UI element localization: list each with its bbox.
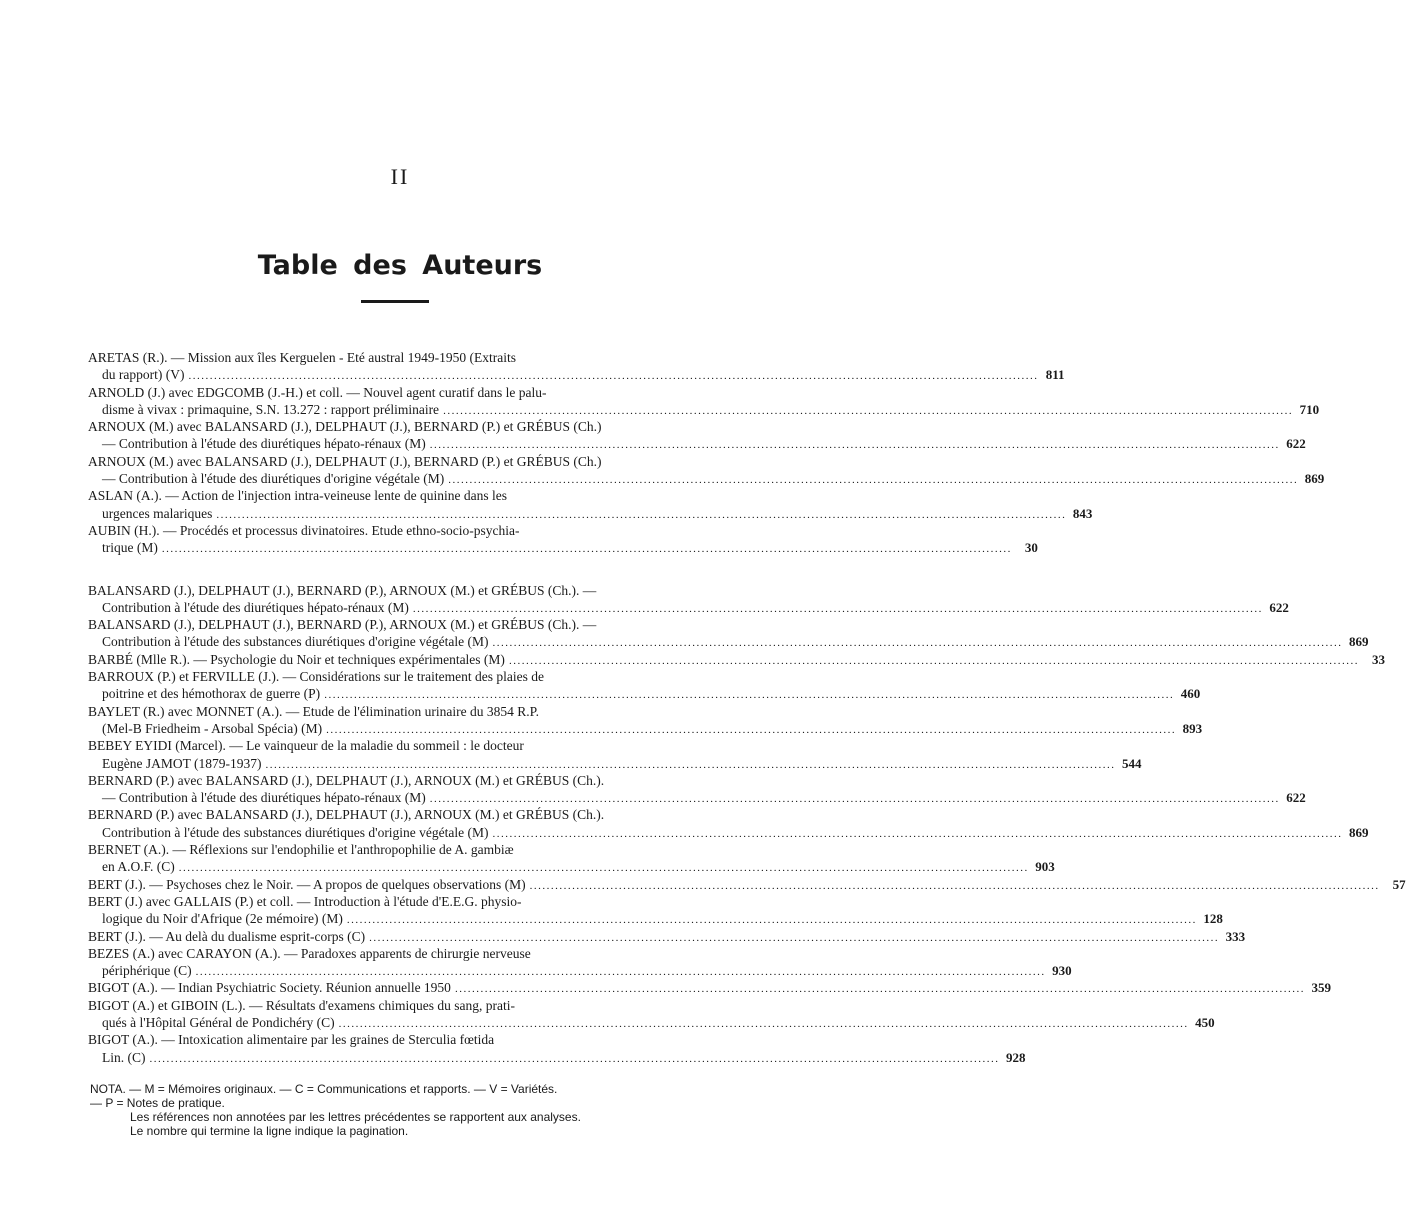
leader-dots: ........................................................................................................................................................................................................ xyxy=(492,637,1343,650)
index-entry xyxy=(88,487,1093,522)
index-entry xyxy=(88,997,1215,1032)
entry-line xyxy=(88,1031,712,1048)
index-entry xyxy=(88,651,1385,668)
entry-text: ARNOUX (M.) avec BALANSARD (J.), DELPHAUT (J.), BERNARD (P.) et GRÉBUS (Ch.) xyxy=(88,419,602,435)
entry-text: qués à l'Hôpital Général de Pondichéry (C) xyxy=(102,1014,335,1030)
footnote-line-2: — P = Notes de pratique. xyxy=(90,1096,225,1110)
page-number: 869 xyxy=(1349,634,1369,650)
entry-line xyxy=(88,789,1306,806)
page-number: 333 xyxy=(1225,928,1246,944)
entry-line xyxy=(88,633,1369,650)
section-numeral: II xyxy=(390,164,410,189)
index-entry xyxy=(88,522,1038,557)
footnote xyxy=(90,1082,715,1138)
entry-text: — Contribution à l'étude des diurétiques d'origine végétale (M) xyxy=(102,471,445,487)
page-number: 460 xyxy=(1180,686,1201,702)
entry-line xyxy=(88,505,1093,522)
entry-text: BERT (J.) avec GALLAIS (P.) et coll. — Introduction à l'étude d'E.E.G. physio- xyxy=(88,893,522,909)
entry-line xyxy=(88,582,712,599)
leader-dots: ........................................................................................................................................................................................................ xyxy=(412,602,1263,615)
page-number: 622 xyxy=(1286,436,1306,452)
index-entry xyxy=(88,772,1306,807)
leader-dots: ........................................................................................................................................................................................................ xyxy=(369,931,1220,944)
entry-line xyxy=(88,1049,1026,1066)
entry-text: BIGOT (A.) et GIBOIN (L.). — Résultats d'examens chimiques du sang, prati- xyxy=(88,997,515,1013)
entry-text: BERT (J.). — Au delà du dualisme esprit-corps (C) xyxy=(88,928,366,944)
entry-line xyxy=(88,806,712,823)
index-entry xyxy=(88,384,1320,419)
index-entry xyxy=(88,349,1065,384)
leader-dots: ........................................................................................................................................................................................................ xyxy=(443,404,1294,417)
index-entry xyxy=(88,418,1306,453)
entry-text: logique du Noir d'Afrique (2e mémoire) (M) xyxy=(102,911,343,927)
entry-line xyxy=(88,539,1038,556)
entry-text: ARNOUX (M.) avec BALANSARD (J.), DELPHAUT (J.), BERNARD (P.) et GRÉBUS (Ch.) xyxy=(88,453,602,469)
leader-dots: ........................................................................................................................................................................................................ xyxy=(492,827,1343,840)
entry-text: BERNARD (P.) avec BALANSARD (J.), DELPHAUT (J.), ARNOUX (M.) et GRÉBUS (Ch.). xyxy=(88,807,605,823)
entry-line xyxy=(88,979,1331,996)
entry-text: BARROUX (P.) et FERVILLE (J.). — Considérations sur le traitement des plaies de xyxy=(88,669,544,685)
entry-line xyxy=(88,945,712,962)
entry-text: ARETAS (R.). — Mission aux îles Kerguelen - Eté austral 1949-1950 (Extraits xyxy=(88,350,516,365)
entry-text: BEZES (A.) avec CARAYON (A.). — Paradoxes apparents de chirurgie nerveuse xyxy=(88,945,531,961)
leader-dots: ........................................................................................................................................................................................................ xyxy=(188,370,1039,383)
entry-text: BIGOT (A.). — Intoxication alimentaire par les graines de Sterculia fœtida xyxy=(88,1032,495,1048)
page-number: 928 xyxy=(1006,1049,1026,1065)
footnote-line-4: Le nombre qui termine la ligne indique la pagination. xyxy=(130,1124,409,1138)
entry-text: Lin. (C) xyxy=(102,1049,146,1065)
entry-text: AUBIN (H.). — Procédés et processus divinatoires. Etude ethno-socio-psychia- xyxy=(88,522,520,538)
entry-text: (Mel-B Friedheim - Arsobal Spécia) (M) xyxy=(102,720,323,736)
entry-text: BEBEY EYIDI (Marcel). — Le vainqueur de la maladie du sommeil : le docteur xyxy=(88,738,524,754)
entry-line xyxy=(88,522,712,539)
entry-line xyxy=(88,772,712,789)
entry-line xyxy=(88,384,712,401)
entry-text: périphérique (C) xyxy=(102,963,192,979)
page-number: 843 xyxy=(1072,505,1093,521)
page-number: 622 xyxy=(1286,790,1306,806)
index-entry xyxy=(88,616,1369,651)
index-entry xyxy=(88,668,1201,703)
entry-line xyxy=(88,401,1320,418)
page-number: 30 xyxy=(1024,540,1038,556)
index-entry xyxy=(88,841,1055,876)
entry-line xyxy=(88,858,1055,875)
entry-line xyxy=(88,893,712,910)
entry-text: BERT (J.). — Psychoses chez le Noir. — A propos de quelques observations (M) xyxy=(88,876,526,892)
leader-dots: ........................................................................................................................................................................................................ xyxy=(324,689,1175,702)
page-number: 869 xyxy=(1349,824,1369,840)
footnote-line-3: Les références non annotées par les lettres précédentes se rapportent aux analyses. xyxy=(130,1110,581,1124)
leader-dots: ........................................................................................................................................................................................................ xyxy=(338,1017,1189,1030)
leader-dots: ........................................................................................................................................................................................................ xyxy=(454,983,1305,996)
index-entry xyxy=(88,453,1325,488)
entry-line xyxy=(88,685,1201,702)
entry-line xyxy=(88,997,712,1014)
entry-line xyxy=(88,616,712,633)
index-entry xyxy=(88,582,1289,617)
leader-dots: ........................................................................................................................................................................................................ xyxy=(508,654,1359,667)
page-number: 811 xyxy=(1045,367,1065,383)
index-entry xyxy=(88,893,1223,928)
page-number: 622 xyxy=(1269,599,1289,615)
page-number: 450 xyxy=(1195,1014,1215,1030)
page-number: 903 xyxy=(1035,859,1055,875)
index-entry xyxy=(88,945,1072,980)
entry-text: poitrine et des hémothorax de guerre (P) xyxy=(102,686,321,702)
entry-line xyxy=(88,487,712,504)
index-entry xyxy=(88,876,1406,893)
entry-text: urgences malariques xyxy=(102,505,213,521)
entry-line xyxy=(88,720,1203,737)
entry-text: Contribution à l'étude des diurétiques hépato-rénaux (M) xyxy=(102,599,409,615)
entry-line xyxy=(88,453,712,470)
leader-dots: ........................................................................................................................................................................................................ xyxy=(161,543,1012,556)
page-number: 544 xyxy=(1121,755,1142,771)
entry-line xyxy=(88,928,1246,945)
entry-text: BARBÉ (Mlle R.). — Psychologie du Noir et techniques expérimentales (M) xyxy=(88,651,505,667)
entry-text: BALANSARD (J.), DELPHAUT (J.), BERNARD (P.), ARNOUX (M.) et GRÉBUS (Ch.). — xyxy=(88,582,597,598)
entry-text: en A.O.F. (C) xyxy=(102,859,175,875)
entry-text: Contribution à l'étude des substances diurétiques d'origine végétale (M) xyxy=(102,634,489,650)
entry-line xyxy=(88,703,712,720)
entry-line xyxy=(88,668,712,685)
leader-dots: ........................................................................................................................................................................................................ xyxy=(178,862,1029,875)
entry-line xyxy=(88,435,1306,452)
leader-dots: ........................................................................................................................................................................................................ xyxy=(448,474,1299,487)
entry-text: — Contribution à l'étude des diurétiques hépato-rénaux (M) xyxy=(102,436,426,452)
entry-line xyxy=(88,1014,1215,1031)
page-number: 57 xyxy=(1392,876,1406,892)
page-title: Table des Auteurs xyxy=(257,250,543,281)
index-entry xyxy=(88,928,1246,945)
entry-line xyxy=(88,366,1065,383)
entry-line xyxy=(88,876,1406,893)
index-entry xyxy=(88,703,1203,738)
entry-line xyxy=(88,962,1072,979)
page-number: 359 xyxy=(1311,980,1331,996)
leader-dots: ........................................................................................................................................................................................................ xyxy=(429,793,1280,806)
entry-text: ASLAN (A.). — Action de l'injection intra-veineuse lente de quinine dans les xyxy=(88,488,507,504)
entry-text: Contribution à l'étude des substances diurétiques d'origine végétale (M) xyxy=(102,824,489,840)
page-number: 930 xyxy=(1052,963,1072,979)
entry-text: disme à vivax : primaquine, S.N. 13.272 : rapport préliminaire xyxy=(102,401,440,417)
entry-line xyxy=(88,824,1369,841)
page-number: 869 xyxy=(1304,471,1325,487)
leader-dots: ........................................................................................................................................................................................................ xyxy=(265,758,1116,771)
entry-line xyxy=(88,841,712,858)
entry-text: Eugène JAMOT (1879-1937) xyxy=(102,755,262,771)
entry-text: — Contribution à l'étude des diurétiques hépato-rénaux (M) xyxy=(102,790,426,806)
page-number: 128 xyxy=(1203,911,1223,927)
leader-dots: ........................................................................................................................................................................................................ xyxy=(429,439,1280,452)
entry-text: du rapport) (V) xyxy=(102,367,185,383)
index-entry xyxy=(88,1031,1026,1066)
index-entry xyxy=(88,737,1142,772)
footnote-line-1: NOTA. — M = Mémoires originaux. — C = Communications et rapports. — V = Variétés. xyxy=(90,1082,558,1096)
leader-dots: ........................................................................................................................................................................................................ xyxy=(326,723,1177,736)
index-entry xyxy=(88,979,1331,996)
entry-text: BERNET (A.). — Réflexions sur l'endophilie et l'anthropophilie de A. gambiæ xyxy=(88,842,514,858)
entry-line xyxy=(88,349,712,366)
entry-line xyxy=(88,651,1385,668)
page-number: 710 xyxy=(1299,401,1320,417)
entry-line xyxy=(88,737,712,754)
entry-text: trique (M) xyxy=(102,540,158,556)
leader-dots: ........................................................................................................................................................................................................ xyxy=(529,879,1380,892)
entry-text: ARNOLD (J.) avec EDGCOMB (J.-H.) et coll. — Nouvel agent curatif dans le palu- xyxy=(88,384,547,400)
leader-dots: ........................................................................................................................................................................................................ xyxy=(216,508,1067,521)
leader-dots: ........................................................................................................................................................................................................ xyxy=(195,966,1046,979)
entry-line xyxy=(88,910,1223,927)
entry-line xyxy=(88,470,1325,487)
author-index-list xyxy=(88,349,1406,1066)
entry-line xyxy=(88,418,712,435)
title-underline xyxy=(361,300,429,303)
page-number: 33 xyxy=(1371,651,1385,667)
entry-text: BIGOT (A.). — Indian Psychiatric Society. Réunion annuelle 1950 xyxy=(88,980,451,996)
entry-line xyxy=(88,599,1289,616)
entry-text: BERNARD (P.) avec BALANSARD (J.), DELPHAUT (J.), ARNOUX (M.) et GRÉBUS (Ch.). xyxy=(88,772,605,788)
page-number: 893 xyxy=(1182,720,1203,736)
leader-dots: ........................................................................................................................................................................................................ xyxy=(346,914,1197,927)
leader-dots: ........................................................................................................................................................................................................ xyxy=(149,1052,1000,1065)
entry-text: BAYLET (R.) avec MONNET (A.). — Etude de l'élimination urinaire du 3854 R.P. xyxy=(88,703,539,719)
entry-line xyxy=(88,755,1142,772)
index-entry xyxy=(88,806,1369,841)
entry-text: BALANSARD (J.), DELPHAUT (J.), BERNARD (P.), ARNOUX (M.) et GRÉBUS (Ch.). — xyxy=(88,617,597,633)
